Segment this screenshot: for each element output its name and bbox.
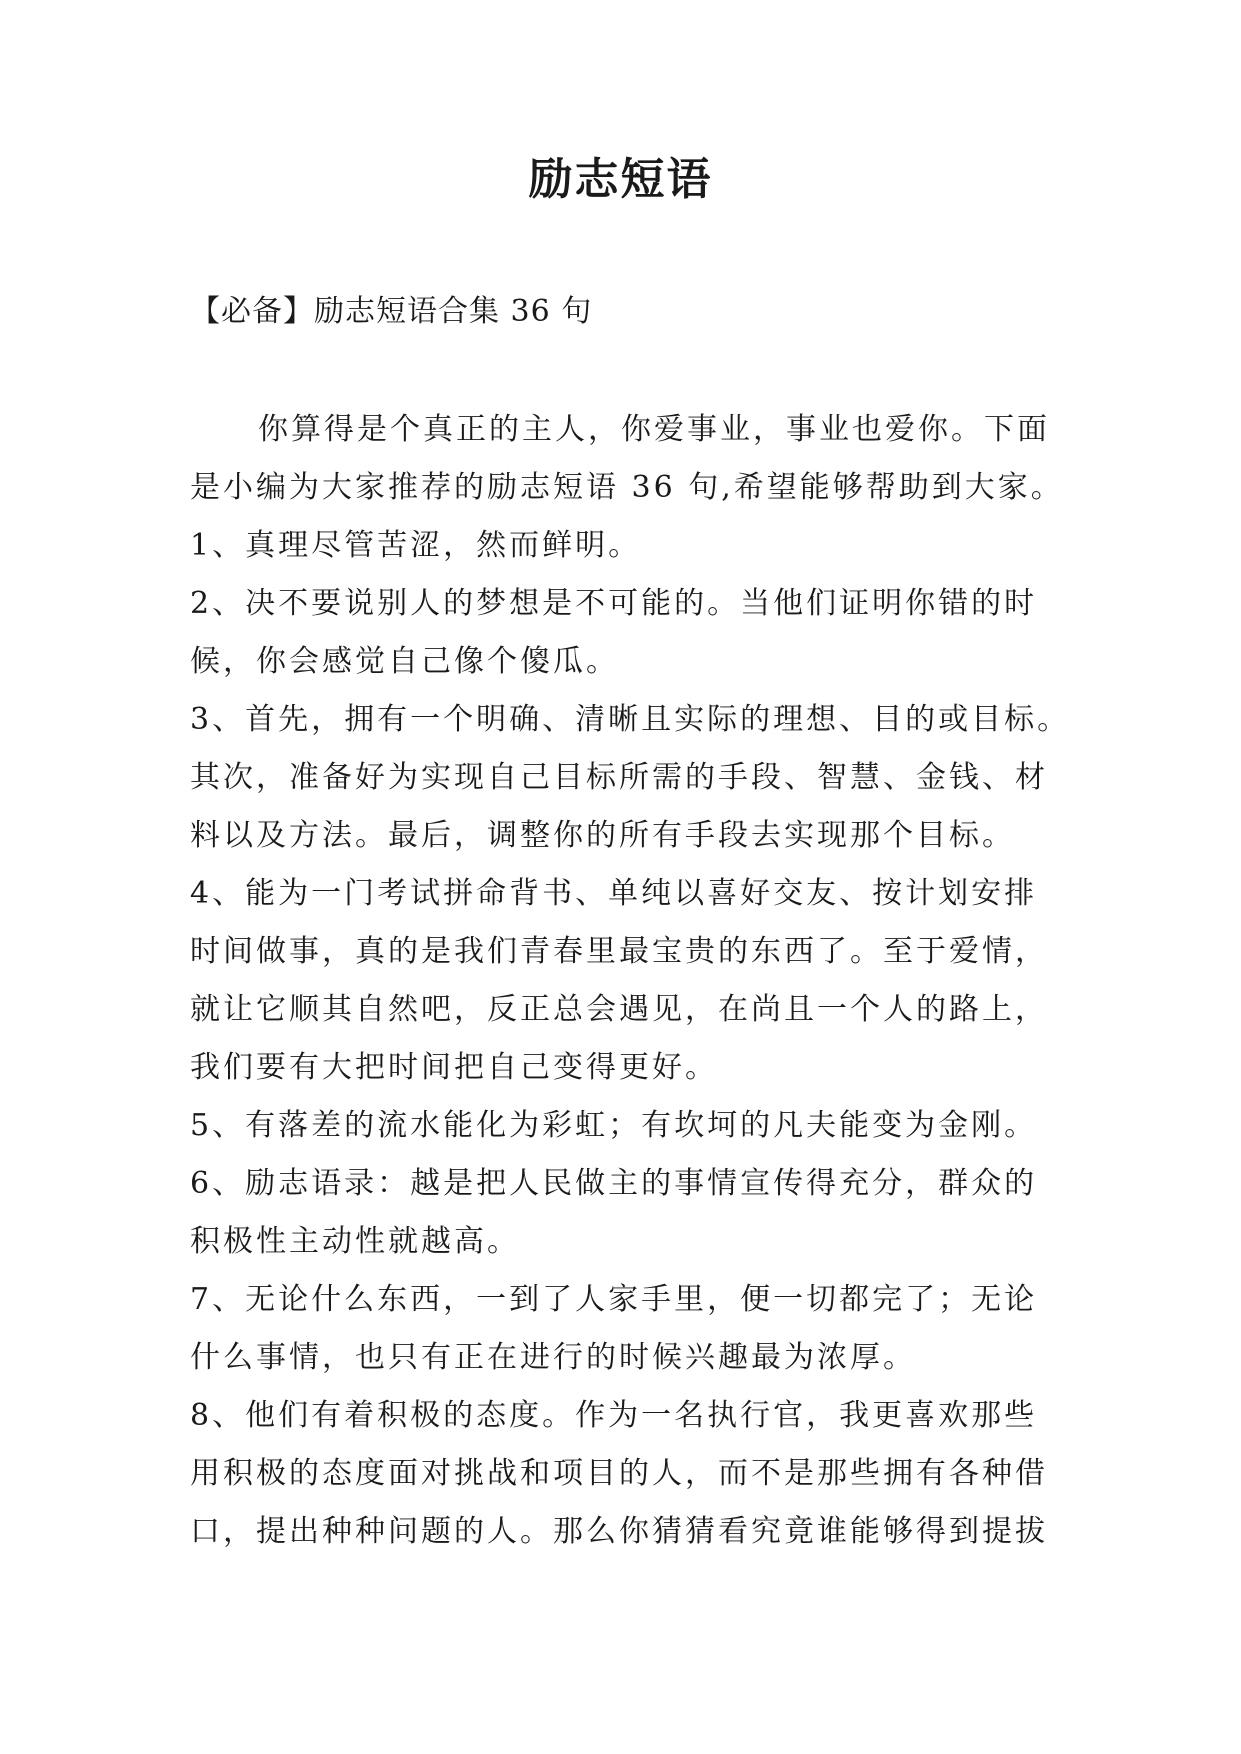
paragraph-line: 3、首先，拥有一个明确、清晰且实际的理想、目的或目标。 bbox=[190, 702, 1071, 737]
document-title: 励志短语 bbox=[528, 154, 713, 205]
paragraph-line: 就让它顺其自然吧，反正总会遇见，在尚且一个人的路上， bbox=[190, 992, 1048, 1027]
document-body bbox=[190, 401, 1070, 1561]
paragraph-line: 时间做事，真的是我们青春里最宝贵的东西了。至于爱情， bbox=[190, 934, 1048, 969]
paragraph-line: 1、真理尽管苦涩，然而鲜明。 bbox=[190, 528, 642, 563]
paragraph-line: 5、有落差的流水能化为彩虹；有坎坷的凡夫能变为金刚。 bbox=[190, 1108, 1038, 1143]
paragraph-line: 口，提出种种问题的人。那么你猜猜看究竟谁能够得到提拔 bbox=[190, 1514, 1048, 1549]
paragraph-line: 7、无论什么东西，一到了人家手里，便一切都完了；无论 bbox=[190, 1282, 1038, 1317]
paragraph-line: 2、决不要说别人的梦想是不可能的。当他们证明你错的时 bbox=[190, 586, 1038, 621]
paragraph-line: 其次，准备好为实现自己目标所需的手段、智慧、金钱、材 bbox=[190, 760, 1048, 795]
paragraph-line: 料以及方法。最后，调整你的所有手段去实现那个目标。 bbox=[190, 818, 1015, 853]
paragraph-line: 6、励志语录：越是把人民做主的事情宣传得充分，群众的 bbox=[190, 1166, 1038, 1201]
paragraph-line: 用积极的态度面对挑战和项目的人，而不是那些拥有各种借 bbox=[190, 1456, 1048, 1491]
paragraph-line: 候，你会感觉自己像个傻瓜。 bbox=[190, 644, 619, 679]
paragraph-line: 我们要有大把时间把自己变得更好。 bbox=[190, 1050, 718, 1085]
paragraph-line: 8、他们有着积极的态度。作为一名执行官，我更喜欢那些 bbox=[190, 1398, 1038, 1433]
paragraph-line: 什么事情，也只有正在进行的时候兴趣最为浓厚。 bbox=[190, 1340, 916, 1375]
document-subtitle: 【必备】励志短语合集 36 句 bbox=[190, 294, 593, 329]
paragraph-line: 是小编为大家推荐的励志短语 36 句,希望能够帮助到大家。 bbox=[190, 470, 1064, 505]
paragraph-line: 你算得是个真正的主人，你爱事业，事业也爱你。下面 bbox=[258, 412, 1050, 447]
paragraph-line: 4、能为一门考试拼命背书、单纯以喜好交友、按计划安排 bbox=[190, 876, 1038, 911]
paragraph-line: 积极性主动性就越高。 bbox=[190, 1224, 520, 1259]
